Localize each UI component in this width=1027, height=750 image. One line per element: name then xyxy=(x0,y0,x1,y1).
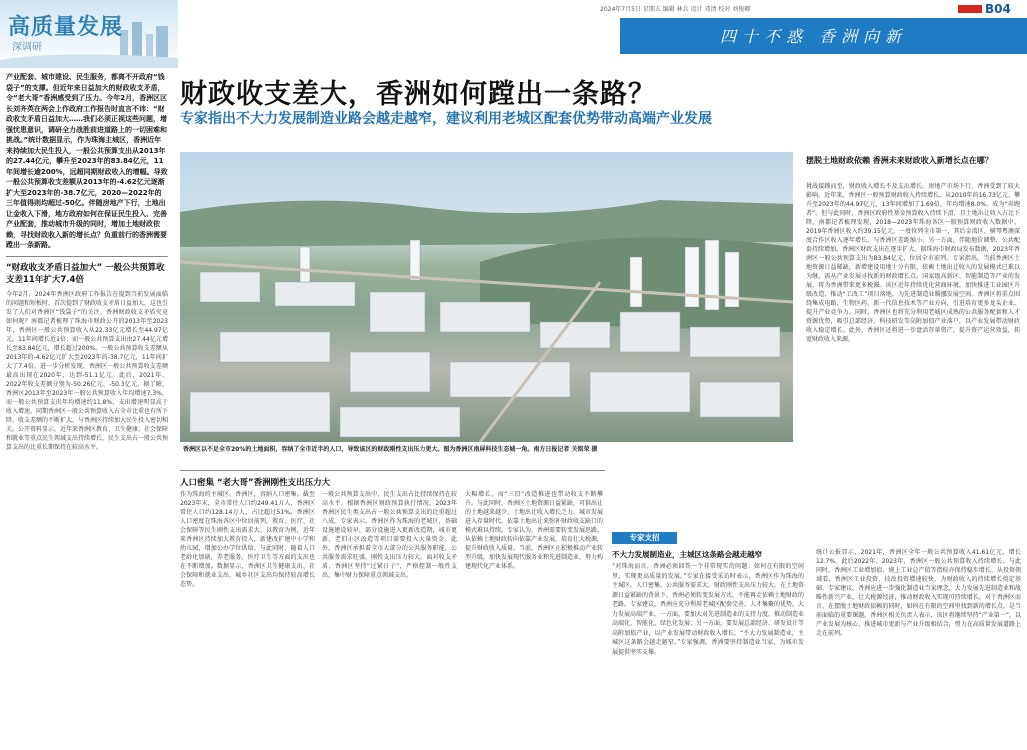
middle-col-2: 一般公共预算支出中，民生支出占比持续保持在较高水平。根据香洲区财政预算执行情况，2023年香洲区民生类支出占一般公共预算支出的比重超过八成。专家表示，香洲区作为珠海的老城区，基础设施建设较早，部分设施进入更新改造期，城市更新、老旧小区改造等项目需要投入大量资金。此外，香洲区承担着全市大部分的公共服务职能，公共服务需求旺盛，刚性支出压力较大。面对收支矛盾，香洲区坚持“过紧日子”，严格控制一般性支出，集中财力保障重点领域支出。 xyxy=(322,491,457,579)
expert-tag: 专家支招 xyxy=(612,532,677,544)
headline: 财政收支差大，香洲如何蹚出一条路？ xyxy=(180,79,656,110)
photo-caption: 香洲区以不足全市20%的土地面积，容纳了全市近半的人口，导致该区的财政刚性支出压力更大。图为香洲区南屏科技生态城一角。南方日报记者 关铭荣 摄 xyxy=(183,446,598,453)
masthead-title: 高质量发展 xyxy=(8,14,124,40)
left-section-body: 今年2月，2024年香洲区政府工作报告在提到当前发展面临的问题和短板时，首次提到了财政收支矛盾日益加大，这也引发了人们对香洲区“钱袋子”的关注。香洲财政收支矛盾究竟如何呢？南都记者梳理了珠海市财政公开的2013年至2023年，香洲区一般公共预算收入从22.33亿元增长至44.97亿元，11年间增长近1倍；而一般公共预算支出由27.44亿元增长至83.84亿元，增长超过200%。一般公共预算收支差额从2013年的-4.62亿元扩大至2023年的-38.7亿元，11年间扩大了7.4倍。进一步分析发现，香洲区一般公共预算收支差额最高出现在2020年，达到-51.1亿元。此后，2021年、2022年收支差额分别为-50.26亿元、-50.3亿元。据了解，香洲区2013年至2023年一般公共预算收入年均增速7.3%，而一般公共预算支出年均增速约11.8%，支出增速明显高于收入增速。同期香洲区一般公共预算收入占全市比重也有所下降。收支差额的不断扩大，与香洲区持续加大民生投入密切相关。公开资料显示，近年来香洲区教育、卫生健康、社会保障和就业等重点民生领域支出持续增长，民生支出占一般公共预算支出的比重长期保持在较高水平。 xyxy=(6,291,168,451)
section-slogan: 四十不惑 香洲向新 xyxy=(720,27,908,46)
city-photo-icon xyxy=(180,152,793,442)
right-section-title: 摆脱土地财政依赖 香洲未来财政收入新增长点在哪？ xyxy=(806,156,993,165)
middle-col-3: 大幅增长，而“三旧”改造推进也带动收支不断攀升。与此同时，香洲区土地资源日益紧缺，可供出让的土地越来越少，土地出让收入增长乏力。城市发展进入存量时代，依靠土地出让来弥补财政收支缺口的模式难以持续。专家认为，香洲需要转变发展思路，从依赖土地财政转向依靠产业发展，培育壮大税源，提升财政收入质量。当前，香洲区正积极推动产业转型升级，加快发展现代服务业和先进制造业，努力构建现代化产业体系。 xyxy=(465,491,603,570)
left-section-title: “财政收支矛盾日益加大” 一般公共预算收支差11年扩大7.4倍 xyxy=(6,263,165,285)
expert-title: 不大力发展制造业，主城区这条路会越走越窄 xyxy=(612,550,762,559)
middle-col-1: 作为珠海的主城区，香洲区，容纳人口密集。截至2023年末，全市常住人口约249.41万人，香洲区常住人口约128.14万人，占比超过51%。香洲区人口密度在珠海各区中位居前列，教育、医疗、社会保障等民生刚性支出需求大。以教育为例，近年来香洲区持续加大教育投入，新建改扩建中小学和幼儿园，增加公办学位供给。与此同时，随着人口老龄化加剧，养老服务、医疗卫生等方面的支出也在不断增加。数据显示，香洲区卫生健康支出、社会保障和就业支出、城乡社区支出均保持较高增长态势。 xyxy=(180,491,315,588)
subheadline: 专家指出不大力发展制造业路会越走越窄，建议利用老城区配套优势带动高端产业发展 xyxy=(180,111,712,127)
newspaper-tag xyxy=(958,5,982,13)
page-number: B04 xyxy=(985,2,1011,16)
masthead-subtitle: 深调研 xyxy=(12,42,42,53)
aerial-city-photo xyxy=(180,152,793,442)
right-section-body: 挑战接踵而至，财政收入增长不及支出增长。房地产市场下行，香洲受到了较大影响。近年来，香洲区一般预算财政收入持续增长，从2010年的16.73亿元，攀升至2023年的44.97亿元，13年间增加了1.69倍，年均增速8.0%，成为“奔跑者”。但与此同时，香洲区政府性基金预算收入持续下滑，且土地出让收入占比下降。南都记者梳理发现，2018—2023年珠海各区一般预算财政收入数据中，2019年香洲区收入约39.15亿元，一度位列全市第一，其后金湾区、横琴粤澳深度合作区收入逐年增长，与香洲区差距缩小。另一方面，伴随地价调整，公共配套持续增加，香洲区财政支出在逐步扩大。据珠海市财政局发布数据，2023年香洲区一般公共预算支出为83.84亿元，位居全市前列。专家指出，当前香洲区土地资源日益稀缺，新增建设用地十分有限，依赖土地出让收入的发展模式已难以为继，需从产业发展寻找新的财政增长点。国家级高新区、智能制造等产业的发展，将为香洲带来更多税源。该区近年持续优化营商环境，加快推进工业园区升级改造，推动“工改工”项目落地，为先进制造业腾挪发展空间。香洲区将重点围绕集成电路、生物医药、新一代信息技术等产业方向，引进培育更多龙头企业，提升产业竞争力。同时，香洲区也将充分利用老城区成熟的公共服务配套和人才资源优势，吸引总部经济、科技研发等高附加值产业落户，以产业发展带动财政收入稳定增长。此外，香洲区还将进一步盘活存量资产，提升资产运营效益，拓宽财政收入来源。 xyxy=(806,183,1020,343)
middle-section-title: 人口密集 “老大哥”香洲刚性支出压力大 xyxy=(180,478,331,488)
right-section-body-2: 统计公报显示，2021年，香洲区全年一般公共预算收入41.61亿元，增长12.7%。此后2022年、2023年，香洲区一般公共预算收入持续增长。与此同时，香洲区工业增加值、规上工业总产值等指标亦保持稳步增长。从投资领域看，香洲区工业投资、技改投资增速较快，为财政收入的持续增长奠定基础。专家建议，香洲应进一步强化制造业当家理念，大力发展先进制造业和战略性新兴产业，壮大税源经济，推动财政收入实现可持续增长。对于香洲区而言，在摆脱土地财政依赖的同时，如何在有限的空间里找到新的增长点，是当前面临的重要课题。香洲区相关负责人表示，该区将继续坚持“产业第一”，以产业发展为核心，推进城市更新与产业升级相结合，努力在高质量发展道路上走在前列。 xyxy=(816,549,1021,637)
divider xyxy=(180,470,605,471)
page-meta: 2024年7月5日 星期五 编辑 林兵 设计 邓清 校对 刘俊卿 xyxy=(600,6,751,13)
divider xyxy=(6,256,168,257)
expert-body: “对珠海而言，香洲必须回答一个非常现实的问题：如何在有限的空间里，实现更高质量的发展。”专家在接受采访时表示，香洲区作为珠海的主城区，人口密集、公共服务需求大，财政刚性支出压力较大。在土地资源日益紧缺的背景下，香洲必须转变发展方式，不能再走依赖土地财政的老路。专家建议，香洲应充分利用老城区配套完善、人才集聚的优势，大力发展高端产业。一方面，要加大对先进制造业的支持力度，推动制造业高端化、智能化、绿色化发展；另一方面，要发展总部经济、研发设计等高附加值产业，以产业发展带动财政收入增长。“不大力发展制造业，主城区这条路会越走越窄。”专家强调，香洲要坚持制造业当家，为城市发展提供坚实支撑。 xyxy=(612,563,804,656)
lead-paragraph: 产业配套、城市建设、民生服务，都离不开政府“钱袋子”的支撑。但近年来日益加大的财政收支矛盾，令“老大哥”香洲感受到了压力。今年2月，香洲区区长刘齐英在两会上作政府工作报告时直言不讳：“财政收支矛盾日益加大……我们必须正视这些问题，增强忧患意识，调研全力战胜前进道路上的一切困难和挑战。”统计数据显示，作为珠海主城区，香洲近年来持续加大民生投入，一般公共预算支出从2013年的27.44亿元，攀升至2023年的83.84亿元，11年间增长逾200%，远超同期财政收入的增幅。导致一般公共预算收支差额从2013年的-4.62亿元逐渐扩大至2023年的-38.7亿元，2020—2022年的三年值得则均超过-50亿。伴随房地产下行，土地出让金收入下滑，地方政府如何在保证民生投入、完善产业配套，推动城市升级的同时，增加土地财政依赖，寻找财政收入新的增长点？负重前行的香洲需要蹚出一条新路。 xyxy=(6,73,168,249)
